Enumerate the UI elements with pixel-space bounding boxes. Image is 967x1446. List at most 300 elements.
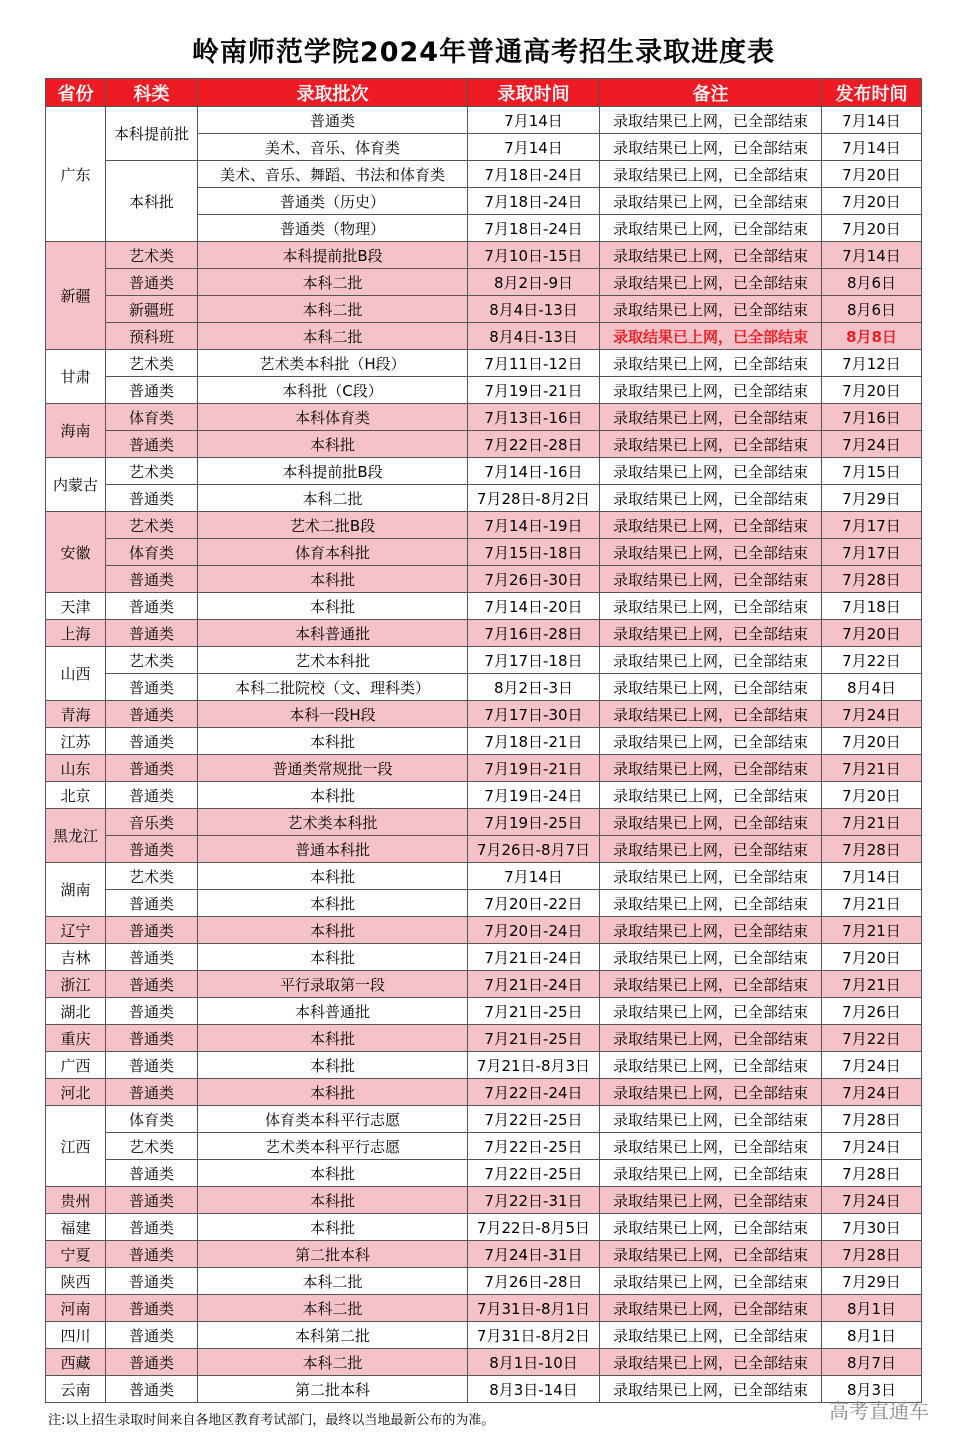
publish-time-cell: 7月20日 bbox=[822, 728, 922, 755]
province-cell: 黑龙江 bbox=[46, 809, 106, 863]
category-cell: 普通类 bbox=[106, 1187, 198, 1214]
category-cell: 普通类 bbox=[106, 593, 198, 620]
table-row bbox=[46, 620, 922, 647]
batch-cell: 本科二批院校（文、理科类） bbox=[198, 674, 468, 701]
publish-time-cell: 8月6日 bbox=[822, 296, 922, 323]
remark-cell: 录取结果已上网，已全部结束 bbox=[600, 134, 822, 161]
footnote: 注:以上招生录取时间来自各地区教育考试部门，最终以当地最新公布的为准。 bbox=[48, 1413, 495, 1428]
admission-time-cell: 8月3日-14日 bbox=[468, 1376, 600, 1403]
remark-cell: 录取结果已上网，已全部结束 bbox=[600, 1025, 822, 1052]
province-cell: 贵州 bbox=[46, 1187, 106, 1214]
admission-time-cell: 7月18日-24日 bbox=[468, 215, 600, 242]
province-cell: 四川 bbox=[46, 1322, 106, 1349]
admission-time-cell: 7月21日-8月3日 bbox=[468, 1052, 600, 1079]
table-row bbox=[46, 1268, 922, 1295]
province-cell: 江西 bbox=[46, 1106, 106, 1187]
province-cell: 广东 bbox=[46, 107, 106, 242]
publish-time-cell: 7月20日 bbox=[822, 188, 922, 215]
table-row bbox=[46, 242, 922, 269]
remark-cell: 录取结果已上网，已全部结束 bbox=[600, 1322, 822, 1349]
category-cell: 普通类 bbox=[106, 269, 198, 296]
publish-time-cell: 7月20日 bbox=[822, 215, 922, 242]
province-cell: 云南 bbox=[46, 1376, 106, 1403]
admission-time-cell: 7月31日-8月1日 bbox=[468, 1295, 600, 1322]
province-cell: 湖南 bbox=[46, 863, 106, 917]
header-publish-time: 发布时间 bbox=[822, 79, 922, 107]
batch-cell: 普通类常规批一段 bbox=[198, 755, 468, 782]
publish-time-cell: 7月28日 bbox=[822, 566, 922, 593]
admission-time-cell: 8月4日-13日 bbox=[468, 296, 600, 323]
province-cell: 辽宁 bbox=[46, 917, 106, 944]
category-cell: 普通类 bbox=[106, 485, 198, 512]
remark-cell: 录取结果已上网，已全部结束 bbox=[600, 863, 822, 890]
table-row bbox=[46, 728, 922, 755]
remark-cell: 录取结果已上网，已全部结束 bbox=[600, 701, 822, 728]
category-cell: 普通类 bbox=[106, 566, 198, 593]
category-cell: 普通类 bbox=[106, 1052, 198, 1079]
admission-time-cell: 7月11日-12日 bbox=[468, 350, 600, 377]
province-cell: 江苏 bbox=[46, 728, 106, 755]
batch-cell: 普通类 bbox=[198, 107, 468, 134]
batch-cell: 本科提前批B段 bbox=[198, 458, 468, 485]
table-header-row bbox=[46, 79, 922, 107]
category-cell: 新疆班 bbox=[106, 296, 198, 323]
publish-time-cell: 7月29日 bbox=[822, 485, 922, 512]
admission-time-cell: 7月22日-24日 bbox=[468, 1079, 600, 1106]
remark-cell: 录取结果已上网，已全部结束 bbox=[600, 593, 822, 620]
remark-cell: 录取结果已上网，已全部结束 bbox=[600, 1079, 822, 1106]
publish-time-cell: 7月29日 bbox=[822, 1268, 922, 1295]
table-row bbox=[46, 1052, 922, 1079]
category-cell: 体育类 bbox=[106, 404, 198, 431]
province-cell: 海南 bbox=[46, 404, 106, 458]
batch-cell: 本科批（C段） bbox=[198, 377, 468, 404]
remark-cell: 录取结果已上网，已全部结束 bbox=[600, 998, 822, 1025]
batch-cell: 艺术类本科平行志愿 bbox=[198, 1133, 468, 1160]
admission-time-cell: 7月22日-31日 bbox=[468, 1187, 600, 1214]
remark-cell: 录取结果已上网，已全部结束 bbox=[600, 485, 822, 512]
category-cell: 普通类 bbox=[106, 701, 198, 728]
batch-cell: 本科批 bbox=[198, 1025, 468, 1052]
admission-time-cell: 7月17日-30日 bbox=[468, 701, 600, 728]
admission-time-cell: 7月22日-25日 bbox=[468, 1160, 600, 1187]
publish-time-cell: 7月24日 bbox=[822, 1052, 922, 1079]
category-cell: 普通类 bbox=[106, 1376, 198, 1403]
category-cell: 普通类 bbox=[106, 1322, 198, 1349]
category-cell: 普通类 bbox=[106, 944, 198, 971]
table-row bbox=[46, 1295, 922, 1322]
province-cell: 西藏 bbox=[46, 1349, 106, 1376]
publish-time-cell: 7月28日 bbox=[822, 1106, 922, 1133]
publish-time-cell: 7月24日 bbox=[822, 701, 922, 728]
remark-cell: 录取结果已上网，已全部结束 bbox=[600, 1187, 822, 1214]
table-row bbox=[46, 755, 922, 782]
publish-time-cell: 7月24日 bbox=[822, 1133, 922, 1160]
remark-cell: 录取结果已上网，已全部结束 bbox=[600, 188, 822, 215]
publish-time-cell: 7月20日 bbox=[822, 161, 922, 188]
remark-cell: 录取结果已上网，已全部结束 bbox=[600, 944, 822, 971]
province-cell: 河北 bbox=[46, 1079, 106, 1106]
admission-time-cell: 7月21日-25日 bbox=[468, 998, 600, 1025]
category-cell: 体育类 bbox=[106, 1106, 198, 1133]
admission-time-cell: 7月13日-16日 bbox=[468, 404, 600, 431]
admission-time-cell: 7月26日-28日 bbox=[468, 1268, 600, 1295]
province-cell: 河南 bbox=[46, 1295, 106, 1322]
admission-time-cell: 7月22日-28日 bbox=[468, 431, 600, 458]
remark-cell: 录取结果已上网，已全部结束 bbox=[600, 1133, 822, 1160]
publish-time-cell: 7月20日 bbox=[822, 377, 922, 404]
admission-time-cell: 7月28日-8月2日 bbox=[468, 485, 600, 512]
province-cell: 甘肃 bbox=[46, 350, 106, 404]
publish-time-cell: 7月28日 bbox=[822, 1160, 922, 1187]
publish-time-cell: 7月24日 bbox=[822, 1187, 922, 1214]
batch-cell: 美术、音乐、体育类 bbox=[198, 134, 468, 161]
remark-cell: 录取结果已上网，已全部结束 bbox=[600, 1295, 822, 1322]
publish-time-cell: 8月8日 bbox=[822, 323, 922, 350]
admission-time-cell: 7月14日-20日 bbox=[468, 593, 600, 620]
province-cell: 北京 bbox=[46, 782, 106, 809]
publish-time-cell: 7月21日 bbox=[822, 917, 922, 944]
publish-time-cell: 7月16日 bbox=[822, 404, 922, 431]
batch-cell: 第二批本科 bbox=[198, 1241, 468, 1268]
batch-cell: 本科批 bbox=[198, 593, 468, 620]
batch-cell: 艺术类本科批（H段） bbox=[198, 350, 468, 377]
category-cell: 本科提前批 bbox=[106, 107, 198, 161]
table-row bbox=[46, 1160, 922, 1187]
publish-time-cell: 7月21日 bbox=[822, 755, 922, 782]
table-row bbox=[46, 998, 922, 1025]
remark-cell: 录取结果已上网，已全部结束 bbox=[600, 647, 822, 674]
category-cell: 艺术类 bbox=[106, 863, 198, 890]
batch-cell: 本科批 bbox=[198, 1160, 468, 1187]
category-cell: 普通类 bbox=[106, 431, 198, 458]
province-cell: 天津 bbox=[46, 593, 106, 620]
publish-time-cell: 8月4日 bbox=[822, 674, 922, 701]
admission-time-cell: 7月14日 bbox=[468, 863, 600, 890]
batch-cell: 本科二批 bbox=[198, 1268, 468, 1295]
remark-cell: 录取结果已上网，已全部结束 bbox=[600, 1160, 822, 1187]
batch-cell: 本科二批 bbox=[198, 269, 468, 296]
table-row bbox=[46, 512, 922, 539]
admission-time-cell: 7月26日-30日 bbox=[468, 566, 600, 593]
publish-time-cell: 7月14日 bbox=[822, 134, 922, 161]
table-row bbox=[46, 674, 922, 701]
category-cell: 本科批 bbox=[106, 161, 198, 242]
batch-cell: 本科一段H段 bbox=[198, 701, 468, 728]
header-remark: 备注 bbox=[600, 79, 822, 107]
admission-time-cell: 7月16日-28日 bbox=[468, 620, 600, 647]
table-row bbox=[46, 944, 922, 971]
publish-time-cell: 7月12日 bbox=[822, 350, 922, 377]
category-cell: 体育类 bbox=[106, 539, 198, 566]
admission-time-cell: 7月19日-21日 bbox=[468, 755, 600, 782]
admission-time-cell: 7月19日-25日 bbox=[468, 809, 600, 836]
category-cell: 普通类 bbox=[106, 1241, 198, 1268]
batch-cell: 艺术二批B段 bbox=[198, 512, 468, 539]
category-cell: 普通类 bbox=[106, 1268, 198, 1295]
table-row bbox=[46, 836, 922, 863]
admission-time-cell: 7月20日-24日 bbox=[468, 917, 600, 944]
remark-cell: 录取结果已上网，已全部结束 bbox=[600, 377, 822, 404]
table-row bbox=[46, 161, 922, 188]
category-cell: 普通类 bbox=[106, 917, 198, 944]
province-cell: 福建 bbox=[46, 1214, 106, 1241]
table-row bbox=[46, 647, 922, 674]
publish-time-cell: 7月22日 bbox=[822, 647, 922, 674]
remark-cell: 录取结果已上网，已全部结束 bbox=[600, 782, 822, 809]
admission-time-cell: 8月2日-9日 bbox=[468, 269, 600, 296]
remark-cell: 录取结果已上网，已全部结束 bbox=[600, 323, 822, 350]
batch-cell: 本科提前批B段 bbox=[198, 242, 468, 269]
batch-cell: 本科批 bbox=[198, 728, 468, 755]
remark-cell: 录取结果已上网，已全部结束 bbox=[600, 1349, 822, 1376]
publish-time-cell: 8月3日 bbox=[822, 1376, 922, 1403]
province-cell: 吉林 bbox=[46, 944, 106, 971]
publish-time-cell: 7月17日 bbox=[822, 539, 922, 566]
admission-time-cell: 7月14日-19日 bbox=[468, 512, 600, 539]
batch-cell: 本科普通批 bbox=[198, 998, 468, 1025]
publish-time-cell: 7月24日 bbox=[822, 431, 922, 458]
category-cell: 普通类 bbox=[106, 836, 198, 863]
category-cell: 普通类 bbox=[106, 1079, 198, 1106]
table-row bbox=[46, 1079, 922, 1106]
batch-cell: 本科第二批 bbox=[198, 1322, 468, 1349]
batch-cell: 本科批 bbox=[198, 917, 468, 944]
remark-cell: 录取结果已上网，已全部结束 bbox=[600, 755, 822, 782]
remark-cell: 录取结果已上网，已全部结束 bbox=[600, 431, 822, 458]
publish-time-cell: 7月26日 bbox=[822, 998, 922, 1025]
batch-cell: 本科批 bbox=[198, 1214, 468, 1241]
category-cell: 普通类 bbox=[106, 1160, 198, 1187]
category-cell: 艺术类 bbox=[106, 512, 198, 539]
table-row bbox=[46, 593, 922, 620]
province-cell: 陕西 bbox=[46, 1268, 106, 1295]
publish-time-cell: 7月24日 bbox=[822, 1079, 922, 1106]
admission-time-cell: 7月10日-15日 bbox=[468, 242, 600, 269]
table-row bbox=[46, 701, 922, 728]
publish-time-cell: 7月20日 bbox=[822, 944, 922, 971]
publish-time-cell: 7月21日 bbox=[822, 809, 922, 836]
remark-cell: 录取结果已上网，已全部结束 bbox=[600, 809, 822, 836]
category-cell: 艺术类 bbox=[106, 350, 198, 377]
batch-cell: 本科批 bbox=[198, 782, 468, 809]
category-cell: 普通类 bbox=[106, 755, 198, 782]
batch-cell: 本科二批 bbox=[198, 1349, 468, 1376]
table-row bbox=[46, 1349, 922, 1376]
publish-time-cell: 7月20日 bbox=[822, 620, 922, 647]
category-cell: 音乐类 bbox=[106, 809, 198, 836]
table-row bbox=[46, 1241, 922, 1268]
table-row bbox=[46, 566, 922, 593]
category-cell: 艺术类 bbox=[106, 458, 198, 485]
province-cell: 内蒙古 bbox=[46, 458, 106, 512]
header-province: 省份 bbox=[46, 79, 106, 107]
category-cell: 普通类 bbox=[106, 1349, 198, 1376]
batch-cell: 本科批 bbox=[198, 431, 468, 458]
admission-time-cell: 7月18日-24日 bbox=[468, 188, 600, 215]
publish-time-cell: 7月21日 bbox=[822, 890, 922, 917]
batch-cell: 美术、音乐、舞蹈、书法和体育类 bbox=[198, 161, 468, 188]
table-row bbox=[46, 1322, 922, 1349]
category-cell: 普通类 bbox=[106, 377, 198, 404]
category-cell: 普通类 bbox=[106, 1295, 198, 1322]
table-row bbox=[46, 782, 922, 809]
remark-cell: 录取结果已上网，已全部结束 bbox=[600, 215, 822, 242]
admission-time-cell: 7月21日-25日 bbox=[468, 1025, 600, 1052]
province-cell: 浙江 bbox=[46, 971, 106, 998]
batch-cell: 本科二批 bbox=[198, 485, 468, 512]
batch-cell: 普通本科批 bbox=[198, 836, 468, 863]
publish-time-cell: 7月17日 bbox=[822, 512, 922, 539]
admission-time-cell: 7月21日-24日 bbox=[468, 971, 600, 998]
batch-cell: 本科批 bbox=[198, 944, 468, 971]
province-cell: 青海 bbox=[46, 701, 106, 728]
admission-time-cell: 7月18日-21日 bbox=[468, 728, 600, 755]
batch-cell: 普通类（历史） bbox=[198, 188, 468, 215]
table-row bbox=[46, 296, 922, 323]
admission-time-cell: 7月14日-16日 bbox=[468, 458, 600, 485]
table-row bbox=[46, 269, 922, 296]
table-row bbox=[46, 971, 922, 998]
remark-cell: 录取结果已上网，已全部结束 bbox=[600, 1241, 822, 1268]
table-row bbox=[46, 404, 922, 431]
table-row bbox=[46, 1187, 922, 1214]
category-cell: 预科班 bbox=[106, 323, 198, 350]
province-cell: 山东 bbox=[46, 755, 106, 782]
publish-time-cell: 7月28日 bbox=[822, 1241, 922, 1268]
admission-time-cell: 7月22日-25日 bbox=[468, 1133, 600, 1160]
batch-cell: 本科批 bbox=[198, 1052, 468, 1079]
batch-cell: 本科二批 bbox=[198, 1295, 468, 1322]
batch-cell: 本科批 bbox=[198, 863, 468, 890]
table-row bbox=[46, 890, 922, 917]
remark-cell: 录取结果已上网，已全部结束 bbox=[600, 539, 822, 566]
batch-cell: 平行录取第一段 bbox=[198, 971, 468, 998]
category-cell: 艺术类 bbox=[106, 1133, 198, 1160]
admission-time-cell: 7月14日 bbox=[468, 107, 600, 134]
category-cell: 普通类 bbox=[106, 782, 198, 809]
province-cell: 重庆 bbox=[46, 1025, 106, 1052]
table-row bbox=[46, 1106, 922, 1133]
publish-time-cell: 7月18日 bbox=[822, 593, 922, 620]
batch-cell: 本科二批 bbox=[198, 296, 468, 323]
batch-cell: 本科批 bbox=[198, 566, 468, 593]
publish-time-cell: 8月6日 bbox=[822, 269, 922, 296]
batch-cell: 本科普通批 bbox=[198, 620, 468, 647]
remark-cell: 录取结果已上网，已全部结束 bbox=[600, 1214, 822, 1241]
remark-cell: 录取结果已上网，已全部结束 bbox=[600, 620, 822, 647]
remark-cell: 录取结果已上网，已全部结束 bbox=[600, 350, 822, 377]
table-row bbox=[46, 485, 922, 512]
remark-cell: 录取结果已上网，已全部结束 bbox=[600, 836, 822, 863]
admission-time-cell: 7月20日-22日 bbox=[468, 890, 600, 917]
table-row bbox=[46, 863, 922, 890]
remark-cell: 录取结果已上网，已全部结束 bbox=[600, 1268, 822, 1295]
category-cell: 艺术类 bbox=[106, 242, 198, 269]
table-row bbox=[46, 323, 922, 350]
remark-cell: 录取结果已上网，已全部结束 bbox=[600, 674, 822, 701]
publish-time-cell: 7月28日 bbox=[822, 836, 922, 863]
admission-time-cell: 7月18日-24日 bbox=[468, 161, 600, 188]
admission-time-cell: 7月15日-18日 bbox=[468, 539, 600, 566]
remark-cell: 录取结果已上网，已全部结束 bbox=[600, 1052, 822, 1079]
batch-cell: 体育本科批 bbox=[198, 539, 468, 566]
admission-time-cell: 7月19日-24日 bbox=[468, 782, 600, 809]
publish-time-cell: 7月21日 bbox=[822, 971, 922, 998]
province-cell: 山西 bbox=[46, 647, 106, 701]
category-cell: 普通类 bbox=[106, 674, 198, 701]
province-cell: 上海 bbox=[46, 620, 106, 647]
batch-cell: 本科体育类 bbox=[198, 404, 468, 431]
table-row bbox=[46, 1133, 922, 1160]
batch-cell: 本科二批 bbox=[198, 323, 468, 350]
table-row bbox=[46, 1025, 922, 1052]
table-row bbox=[46, 377, 922, 404]
publish-time-cell: 7月14日 bbox=[822, 242, 922, 269]
category-cell: 普通类 bbox=[106, 1214, 198, 1241]
publish-time-cell: 8月1日 bbox=[822, 1322, 922, 1349]
admission-time-cell: 7月22日-8月5日 bbox=[468, 1214, 600, 1241]
batch-cell: 本科批 bbox=[198, 1079, 468, 1106]
header-category: 科类 bbox=[106, 79, 198, 107]
remark-cell: 录取结果已上网，已全部结束 bbox=[600, 458, 822, 485]
batch-cell: 艺术本科批 bbox=[198, 647, 468, 674]
category-cell: 普通类 bbox=[106, 998, 198, 1025]
admission-time-cell: 7月26日-8月7日 bbox=[468, 836, 600, 863]
remark-cell: 录取结果已上网，已全部结束 bbox=[600, 296, 822, 323]
admission-time-cell: 8月4日-13日 bbox=[468, 323, 600, 350]
publish-time-cell: 7月14日 bbox=[822, 107, 922, 134]
remark-cell: 录取结果已上网，已全部结束 bbox=[600, 404, 822, 431]
remark-cell: 录取结果已上网，已全部结束 bbox=[600, 512, 822, 539]
page-title: 岭南师范学院2024年普通高考招生录取进度表 bbox=[191, 37, 776, 68]
remark-cell: 录取结果已上网，已全部结束 bbox=[600, 728, 822, 755]
publish-time-cell: 8月7日 bbox=[822, 1349, 922, 1376]
remark-cell: 录取结果已上网，已全部结束 bbox=[600, 161, 822, 188]
admission-time-cell: 7月19日-21日 bbox=[468, 377, 600, 404]
batch-cell: 体育类本科平行志愿 bbox=[198, 1106, 468, 1133]
batch-cell: 艺术类本科批 bbox=[198, 809, 468, 836]
header-admission-time: 录取时间 bbox=[468, 79, 600, 107]
publish-time-cell: 7月14日 bbox=[822, 863, 922, 890]
remark-cell: 录取结果已上网，已全部结束 bbox=[600, 242, 822, 269]
batch-cell: 普通类（物理） bbox=[198, 215, 468, 242]
publish-time-cell: 8月1日 bbox=[822, 1295, 922, 1322]
publish-time-cell: 7月30日 bbox=[822, 1214, 922, 1241]
batch-cell: 本科批 bbox=[198, 890, 468, 917]
province-cell: 安徽 bbox=[46, 512, 106, 593]
remark-cell: 录取结果已上网，已全部结束 bbox=[600, 269, 822, 296]
table-row bbox=[46, 431, 922, 458]
admission-progress-table bbox=[45, 78, 922, 1403]
table-row bbox=[46, 1214, 922, 1241]
admission-time-cell: 7月14日 bbox=[468, 134, 600, 161]
admission-time-cell: 7月24日-31日 bbox=[468, 1241, 600, 1268]
province-cell: 广西 bbox=[46, 1052, 106, 1079]
admission-time-cell: 8月2日-3日 bbox=[468, 674, 600, 701]
table-row bbox=[46, 107, 922, 134]
table-row bbox=[46, 350, 922, 377]
table-body bbox=[46, 107, 922, 1403]
watermark: 高考直通车 bbox=[829, 1399, 929, 1423]
table-row bbox=[46, 1376, 922, 1403]
publish-time-cell: 7月22日 bbox=[822, 1025, 922, 1052]
remark-cell: 录取结果已上网，已全部结束 bbox=[600, 917, 822, 944]
remark-cell: 录取结果已上网，已全部结束 bbox=[600, 1106, 822, 1133]
category-cell: 普通类 bbox=[106, 1025, 198, 1052]
publish-time-cell: 7月20日 bbox=[822, 782, 922, 809]
province-cell: 宁夏 bbox=[46, 1241, 106, 1268]
